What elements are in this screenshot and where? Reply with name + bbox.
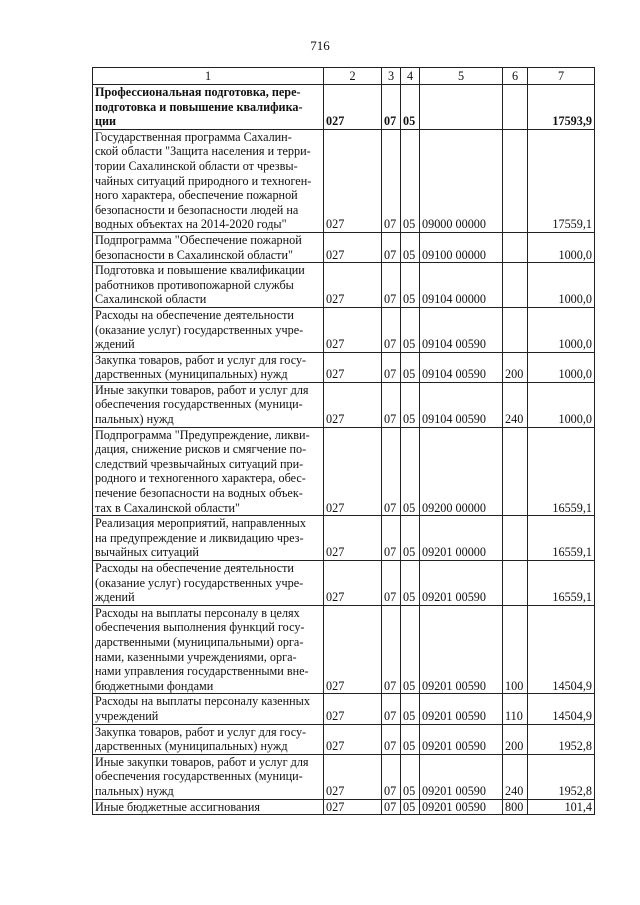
- subsection-code: 05: [401, 427, 420, 516]
- amount: 16559,1: [528, 516, 595, 561]
- subsection-code: 05: [401, 263, 420, 308]
- description-line: водных объектах на 2014-2020 годы": [95, 217, 287, 232]
- row-description: [93, 561, 324, 606]
- description-line: дация, снижение рисков и смягчение по-: [95, 442, 307, 457]
- expense-type-code: [503, 307, 528, 352]
- description-line: печение безопасности на водных объек-: [95, 486, 303, 501]
- amount: 1952,8: [528, 754, 595, 799]
- table-header-row: [93, 68, 595, 85]
- description-line: бюджетными фондами: [95, 678, 214, 693]
- expense-type-code: 200: [503, 724, 528, 754]
- section-code: 07: [382, 694, 401, 724]
- amount: 14504,9: [528, 605, 595, 694]
- expense-type-code: [503, 85, 528, 130]
- table-row: [93, 724, 595, 754]
- description-line: обеспечения государственных (муници-: [95, 397, 303, 412]
- target-article-code: 09104 00590: [420, 307, 503, 352]
- amount: 14504,9: [528, 694, 595, 724]
- row-description: [93, 605, 324, 694]
- table-row: [93, 382, 595, 427]
- target-article-code: 09201 00000: [420, 516, 503, 561]
- description-line: Подпрограмма "Предупреждение, ликви-: [95, 427, 310, 442]
- description-line: безопасности в Сахалинской области": [95, 247, 294, 262]
- row-description: [93, 352, 324, 382]
- amount: 1000,0: [528, 382, 595, 427]
- row-description: [93, 263, 324, 308]
- target-article-code: 09201 00590: [420, 799, 503, 815]
- expense-type-code: 110: [503, 694, 528, 724]
- row-description: [93, 307, 324, 352]
- section-code: 07: [382, 307, 401, 352]
- description-line: Реализация мероприятий, направленных: [95, 516, 306, 531]
- subsection-code: 05: [401, 516, 420, 561]
- row-description: [93, 85, 324, 130]
- ministry-code: 027: [324, 427, 382, 516]
- ministry-code: 027: [324, 724, 382, 754]
- section-code: 07: [382, 516, 401, 561]
- section-code: 07: [382, 605, 401, 694]
- subsection-code: 05: [401, 799, 420, 815]
- description-line: Сахалинской области: [95, 292, 207, 307]
- amount: 16559,1: [528, 561, 595, 606]
- subsection-code: 05: [401, 129, 420, 232]
- description-line: дарственными (муниципальными) орга-: [95, 634, 304, 649]
- subsection-code: 05: [401, 232, 420, 262]
- target-article-code: 09201 00590: [420, 561, 503, 606]
- table-row: [93, 799, 595, 815]
- ministry-code: 027: [324, 516, 382, 561]
- ministry-code: 027: [324, 232, 382, 262]
- amount: 1000,0: [528, 307, 595, 352]
- target-article-code: 09104 00590: [420, 382, 503, 427]
- table-row: [93, 307, 595, 352]
- description-line: Иные бюджетные ассигнования: [95, 799, 261, 814]
- expense-type-code: 800: [503, 799, 528, 815]
- expense-type-code: 200: [503, 352, 528, 382]
- section-code: 07: [382, 232, 401, 262]
- amount: 101,4: [528, 799, 595, 815]
- table-row: [93, 85, 595, 130]
- target-article-code: 09100 00000: [420, 232, 503, 262]
- row-description: [93, 427, 324, 516]
- description-line: безопасности и безопасности людей на: [95, 202, 299, 217]
- description-line: ции: [95, 114, 117, 129]
- budget-table: [92, 67, 595, 815]
- description-line: Подпрограмма "Обеспечение пожарной: [95, 232, 302, 247]
- target-article-code: 09201 00590: [420, 605, 503, 694]
- ministry-code: 027: [324, 605, 382, 694]
- description-line: вычайных ситуаций: [95, 545, 199, 560]
- description-line: пальных) нужд: [95, 412, 174, 427]
- amount: 1000,0: [528, 263, 595, 308]
- page-number: 716: [310, 38, 330, 53]
- table-row: [93, 232, 595, 262]
- row-description: [93, 799, 324, 815]
- subsection-code: 05: [401, 754, 420, 799]
- row-description: [93, 516, 324, 561]
- expense-type-code: [503, 561, 528, 606]
- amount: 16559,1: [528, 427, 595, 516]
- expense-type-code: [503, 516, 528, 561]
- description-line: обеспечения выполнения функций госу-: [95, 620, 305, 635]
- description-line: работников противопожарной службы: [95, 277, 294, 292]
- target-article-code: 09200 00000: [420, 427, 503, 516]
- expense-type-code: 240: [503, 382, 528, 427]
- subsection-code: 05: [401, 382, 420, 427]
- table-row: [93, 129, 595, 232]
- description-line: нами управления государственными вне-: [95, 664, 309, 679]
- row-description: [93, 724, 324, 754]
- header-cell: 1: [93, 68, 324, 85]
- subsection-code: 05: [401, 85, 420, 130]
- description-line: ждений: [95, 337, 135, 352]
- section-code: 07: [382, 263, 401, 308]
- table-row: [93, 605, 595, 694]
- description-line: Подготовка и повышение квалификации: [95, 263, 305, 278]
- ministry-code: 027: [324, 382, 382, 427]
- subsection-code: 05: [401, 724, 420, 754]
- description-line: ного характера, обеспечение пожарной: [95, 188, 298, 203]
- ministry-code: 027: [324, 352, 382, 382]
- target-article-code: 09201 00590: [420, 754, 503, 799]
- header-cell: 6: [503, 68, 528, 85]
- target-article-code: 09104 00000: [420, 263, 503, 308]
- ministry-code: 027: [324, 85, 382, 130]
- section-code: 07: [382, 561, 401, 606]
- description-line: Расходы на выплаты персоналу казенных: [95, 694, 310, 709]
- ministry-code: 027: [324, 263, 382, 308]
- row-description: [93, 382, 324, 427]
- description-line: учреждений: [95, 708, 159, 723]
- description-line: дарственных (муниципальных) нужд: [95, 739, 288, 754]
- expense-type-code: 240: [503, 754, 528, 799]
- ministry-code: 027: [324, 129, 382, 232]
- target-article-code: 09201 00590: [420, 694, 503, 724]
- header-cell: 2: [324, 68, 382, 85]
- subsection-code: 05: [401, 605, 420, 694]
- amount: 17593,9: [528, 85, 595, 130]
- ministry-code: 027: [324, 307, 382, 352]
- subsection-code: 05: [401, 561, 420, 606]
- description-line: Иные закупки товаров, работ и услуг для: [95, 382, 309, 397]
- description-line: родного и техногенного характера, обес-: [95, 471, 306, 486]
- description-line: Закупка товаров, работ и услуг для госу-: [95, 352, 307, 367]
- description-line: на предупреждение и ликвидацию чрез-: [95, 530, 304, 545]
- description-line: тории Сахалинской области от чрезвы-: [95, 158, 298, 173]
- amount: 1000,0: [528, 352, 595, 382]
- subsection-code: 05: [401, 694, 420, 724]
- table-row: [93, 694, 595, 724]
- ministry-code: 027: [324, 561, 382, 606]
- ministry-code: 027: [324, 694, 382, 724]
- expense-type-code: [503, 427, 528, 516]
- subsection-code: 05: [401, 307, 420, 352]
- header-cell: 3: [382, 68, 401, 85]
- section-code: 07: [382, 724, 401, 754]
- expense-type-code: 100: [503, 605, 528, 694]
- target-article-code: 09104 00590: [420, 352, 503, 382]
- description-line: дарственных (муниципальных) нужд: [95, 367, 288, 382]
- expense-type-code: [503, 129, 528, 232]
- description-line: чайных ситуаций природного и техноген-: [95, 173, 312, 188]
- ministry-code: 027: [324, 799, 382, 815]
- row-description: [93, 754, 324, 799]
- description-line: нами, казенными учреждениями, орга-: [95, 649, 297, 664]
- row-description: [93, 129, 324, 232]
- table-row: [93, 754, 595, 799]
- description-line: тах в Сахалинской области": [95, 500, 241, 515]
- header-cell: 4: [401, 68, 420, 85]
- row-description: [93, 232, 324, 262]
- description-line: Расходы на обеспечение деятельности: [95, 307, 294, 322]
- description-line: (оказание услуг) государственных учре-: [95, 575, 304, 590]
- description-line: (оказание услуг) государственных учре-: [95, 322, 304, 337]
- row-description: [93, 694, 324, 724]
- section-code: 07: [382, 382, 401, 427]
- description-line: Расходы на выплаты персоналу в целях: [95, 605, 300, 620]
- table-row: [93, 263, 595, 308]
- description-line: ждений: [95, 590, 135, 605]
- table-row: [93, 427, 595, 516]
- description-line: Профессиональная подготовка, пере-: [95, 85, 301, 99]
- section-code: 07: [382, 754, 401, 799]
- description-line: Расходы на обеспечение деятельности: [95, 561, 294, 575]
- description-line: Государственная программа Сахалин-: [95, 129, 292, 144]
- subsection-code: 05: [401, 352, 420, 382]
- table-row: [93, 352, 595, 382]
- description-line: ской области "Защита населения и терри-: [95, 144, 311, 159]
- header-cell: 7: [528, 68, 595, 85]
- section-code: 07: [382, 427, 401, 516]
- amount: 17559,1: [528, 129, 595, 232]
- description-line: пальных) нужд: [95, 783, 174, 798]
- description-line: Иные закупки товаров, работ и услуг для: [95, 754, 309, 769]
- table-row: [93, 516, 595, 561]
- amount: 1952,8: [528, 724, 595, 754]
- section-code: 07: [382, 799, 401, 815]
- target-article-code: [420, 85, 503, 130]
- target-article-code: 09201 00590: [420, 724, 503, 754]
- section-code: 07: [382, 129, 401, 232]
- description-line: Закупка товаров, работ и услуг для госу-: [95, 724, 307, 739]
- expense-type-code: [503, 263, 528, 308]
- amount: 1000,0: [528, 232, 595, 262]
- description-line: подготовка и повышение квалифика-: [95, 99, 303, 114]
- table-row: [93, 561, 595, 606]
- target-article-code: 09000 00000: [420, 129, 503, 232]
- description-line: следствий чрезвычайных ситуаций при-: [95, 456, 304, 471]
- section-code: 07: [382, 352, 401, 382]
- ministry-code: 027: [324, 754, 382, 799]
- description-line: обеспечения государственных (муници-: [95, 769, 303, 784]
- expense-type-code: [503, 232, 528, 262]
- section-code: 07: [382, 85, 401, 130]
- header-cell: 5: [420, 68, 503, 85]
